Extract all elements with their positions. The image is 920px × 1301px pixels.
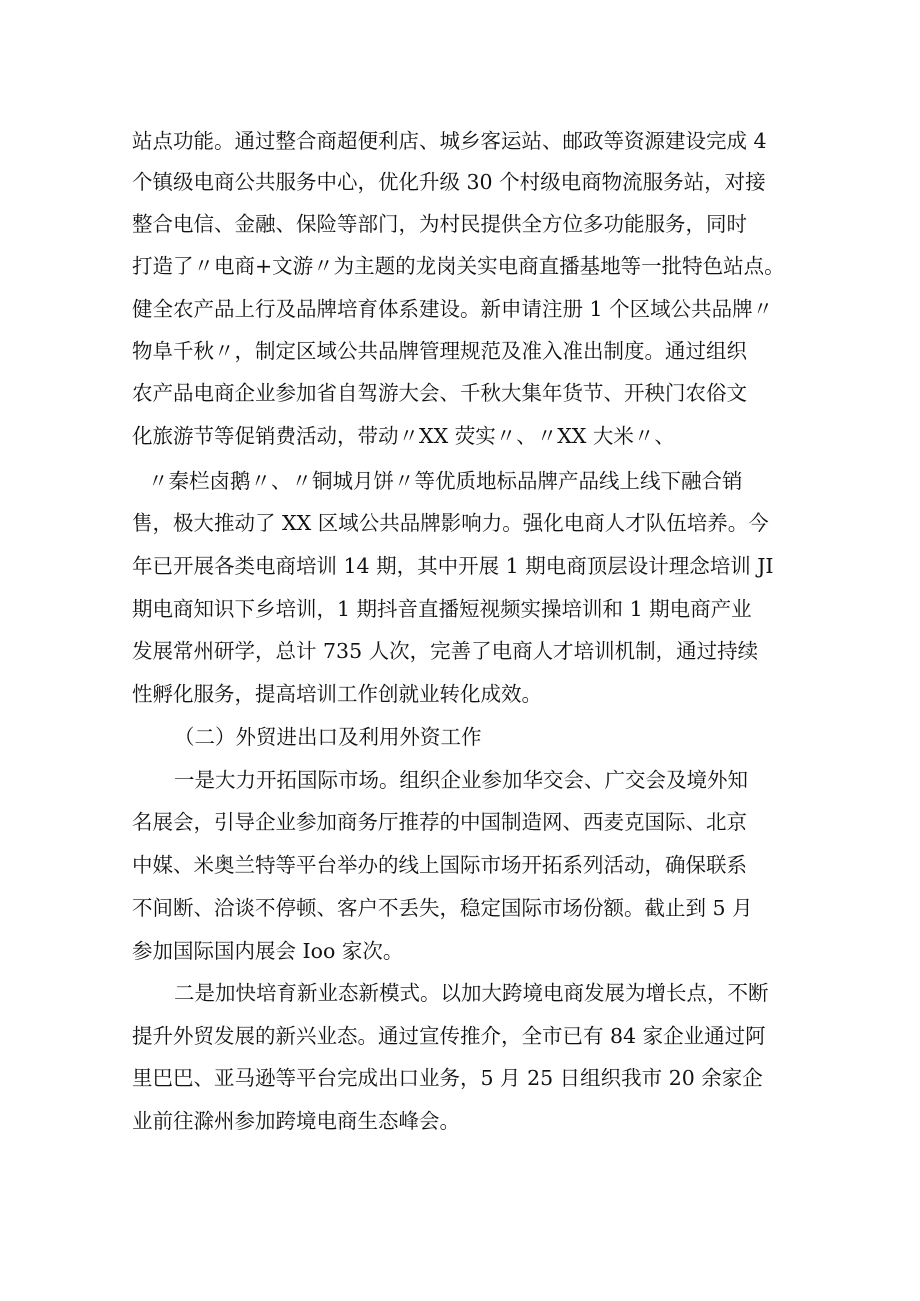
text-line: 一是大力开拓国际市场。组织企业参加华交会、广交会及境外知	[174, 768, 748, 792]
text-line: 名展会，引导企业参加商务厅推荐的中国制造网、西麦克国际、北京	[132, 810, 747, 834]
text-line: 不间断、洽谈不停顿、客户不丢失，稳定国际市场份额。截止到 5 月	[132, 896, 753, 920]
text-line: 站点功能。通过整合商超便利店、城乡客运站、邮政等资源建设完成 4	[132, 129, 767, 153]
text-line: 中媒、米奥兰特等平台举办的线上国际市场开拓系列活动，确保联系	[132, 853, 747, 877]
text-line: 化旅游节等促销费活动，带动〃XX 荧实〃、〃XX 大米〃、	[132, 424, 675, 448]
text-line: 性孵化服务，提高培训工作创就业转化成效。	[132, 682, 542, 706]
text-line: 里巴巴、亚马逊等平台完成出口业务，5 月 25 日组织我市 20 余家企	[132, 1066, 763, 1090]
text-line: 参加国际国内展会 Ioo 家次。	[132, 939, 404, 963]
text-line: 物阜千秋〃，制定区域公共品牌管理规范及准入准出制度。通过组织	[132, 339, 747, 363]
text-line: 年已开展各类电商培训 14 期，其中开展 1 期电商顶层设计理念培训 JI	[132, 554, 774, 578]
text-line: 整合电信、金融、保险等部门，为村民提供全方位多功能服务，同时	[132, 212, 747, 236]
text-line: 期电商知识下乡培训，1 期抖音直播短视频实操培训和 1 期电商产业	[132, 597, 752, 621]
text-line: 发展常州研学，总计 735 人次，完善了电商人才培训机制，通过持续	[132, 639, 759, 663]
text-line: 〃秦栏卤鹅〃、〃铜城月饼〃等优质地标品牌产品线上线下融合销	[148, 469, 743, 493]
text-line: 健全农产品上行及品牌培育体系建设。新申请注册 1 个区域公共品牌〃	[132, 297, 774, 321]
section-heading: （二）外贸进出口及利用外资工作	[174, 725, 482, 749]
text-line: 二是加快培育新业态新模式。以加大跨境电商发展为增长点，不断	[174, 981, 769, 1005]
text-line: 农产品电商企业参加省自驾游大会、千秋大集年货节、开秧门农俗文	[132, 381, 747, 405]
text-line: 打造了〃电商+文游〃为主题的龙岗关实电商直播基地等一批特色站点。	[132, 254, 785, 278]
text-line: 提升外贸发展的新兴业态。通过宣传推介，全市已有 84 家企业通过阿	[132, 1024, 766, 1048]
text-line: 业前往滁州参加跨境电商生态峰会。	[132, 1109, 460, 1133]
text-line: 售，极大推动了 XX 区域公共品牌影响力。强化电商人才队伍培养。今	[132, 511, 769, 535]
text-line: 个镇级电商公共服务中心，优化升级 30 个村级电商物流服务站，对接	[132, 170, 766, 194]
